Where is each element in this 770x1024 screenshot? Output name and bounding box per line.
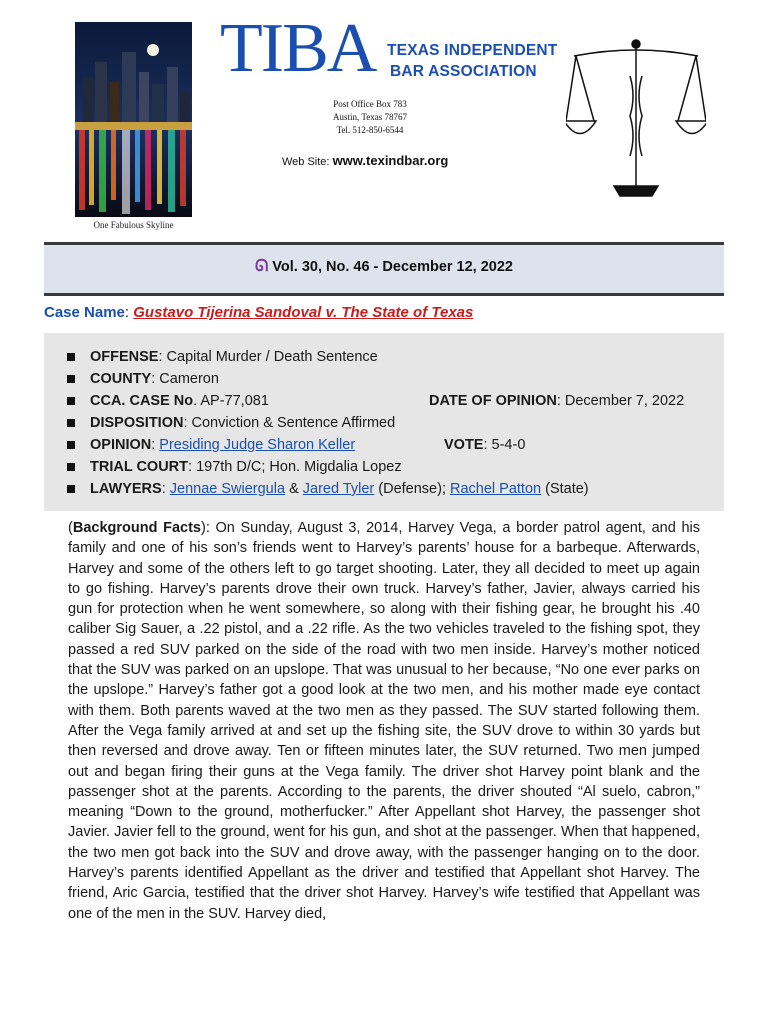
fact-vote xyxy=(444,434,525,456)
case-name-label: Case Name xyxy=(44,304,125,321)
mailing-address xyxy=(300,98,440,137)
fact-label: DATE OF OPINION xyxy=(429,393,557,409)
phone-line: Tel. 512-850-6544 xyxy=(336,125,404,135)
website-label: Web Site: xyxy=(282,156,330,168)
fact-date-of-opinion xyxy=(429,390,684,412)
ornament-icon: ᘏ xyxy=(255,258,269,275)
paren-open: ( xyxy=(68,520,73,536)
fact-county xyxy=(64,368,714,390)
fact-value: : Cameron xyxy=(151,371,219,387)
fact-label: LAWYERS xyxy=(90,481,162,497)
logo-line-1: TEXAS INDEPENDENT xyxy=(387,42,558,59)
fact-label: COUNTY xyxy=(90,371,152,387)
skyline-photo xyxy=(75,22,192,217)
address-line: Post Office Box 783 xyxy=(333,99,407,109)
volume-text: Vol. 30, No. 46 - December 12, 2022 xyxy=(272,259,513,275)
logo-wordmark: TIBA xyxy=(220,10,376,87)
website-url[interactable]: www.texindbar.org xyxy=(332,153,449,168)
background-facts-text: ): On Sunday, August 3, 2014, Harvey Vega, a border patrol agent, and his family and one of his son’s friends went to Harvey’s parents’ house for a barbeque. Afterwards, Harvey and some of the others left to go target shooting. Later, they all decided to meet up again to go fishing. Harvey’s parents drove their own truck. Harvey’s father, Javier, always carried his gun for protection when he went somewhere, so along with their fishing gear, he brought his .40 caliber Sig Sauer, a .22 pistol, and a .22 rifle. As the two vehicles traveled to the fishing spot, they passed a red SUV parked on the side of the road with two men inside. Harvey’s mother noticed that the SUV was parked on an upslope. That was unusual to her because, “No one ever parks on the upslope.” Harvey’s father got a good look at the two men, and his mother made eye contact with them. Both parents waved at the two men as they passed. The SUV started following them. After the Vega family arrived at and set up the fishing site, the SUV drove to within 30 yards but then reversed and drove away. Ten or fifteen minutes later, the SUV returned. Two men jumped out and began firing their guns at the Vega family. The driver shot Harvey point blank and the passenger shot at the parents. According to the parents, the driver shouted “Al suelo, cabron,” meaning “Down to the ground, motherfucker.” After Appellant shot Harvey, the passenger shot Javier. Javier fell to the ground, went for his gun, and shot at the passenger. When that happened, the two men got back into the SUV and drove away, with the passenger hanging on to the door. Harvey’s parents identified Appellant as the driver and testified that Appellant shot Harvey. The friend, Aric Garcia, testified that the driver shot Harvey. Harvey’s wife testified that Appellant was one of the men in the SUV. Harvey died, xyxy=(68,520,700,922)
fact-lawyers xyxy=(64,478,714,500)
fact-opinion xyxy=(64,434,714,456)
volume-issue xyxy=(44,258,724,276)
case-title-link[interactable]: Gustavo Tijerina Sandoval v. The State of Texas xyxy=(133,304,474,321)
fact-label: CCA. CASE No xyxy=(90,393,194,409)
scales-of-justice-icon xyxy=(566,36,706,206)
website-line xyxy=(282,153,448,168)
lawyer-sep: & xyxy=(285,481,303,497)
case-name-sep: : xyxy=(124,304,134,321)
fact-value: : Conviction & Sentence Affirmed xyxy=(183,415,396,431)
lawyer-role: (Defense); xyxy=(374,481,450,497)
fact-sep: : xyxy=(151,437,160,453)
lawyer-link-swiergula[interactable]: Jennae Swiergula xyxy=(169,481,286,497)
fact-label: VOTE xyxy=(444,437,484,453)
fact-case-number xyxy=(64,390,714,412)
fact-value: : December 7, 2022 xyxy=(556,393,685,409)
fact-trial-court xyxy=(64,456,714,478)
fact-disposition xyxy=(64,412,714,434)
case-name xyxy=(44,304,473,321)
case-facts-list xyxy=(64,346,714,500)
fact-sep: : xyxy=(161,481,170,497)
logo-line-2: BAR ASSOCIATION xyxy=(390,63,537,80)
volume-banner xyxy=(44,242,724,296)
fact-label: TRIAL COURT xyxy=(90,459,189,475)
photo-caption: One Fabulous Skyline xyxy=(93,220,174,230)
fact-label: OFFENSE xyxy=(90,349,159,365)
background-facts-label: Background Facts xyxy=(72,520,201,536)
case-facts-box xyxy=(44,333,724,511)
fact-label: DISPOSITION xyxy=(90,415,184,431)
address-line: Austin, Texas 78767 xyxy=(333,112,407,122)
fact-value: : 5-4-0 xyxy=(483,437,526,453)
fact-value: . AP-77,081 xyxy=(193,393,269,409)
lawyer-link-patton[interactable]: Rachel Patton xyxy=(450,481,542,497)
fact-value: : Capital Murder / Death Sentence xyxy=(158,349,378,365)
opinion-judge-link[interactable]: Presiding Judge Sharon Keller xyxy=(159,437,356,453)
fact-offense xyxy=(64,346,714,368)
background-facts-paragraph xyxy=(68,518,700,924)
lawyer-role: (State) xyxy=(541,481,589,497)
fact-value: : 197th D/C; Hon. Migdalia Lopez xyxy=(188,459,402,475)
fact-label: OPINION xyxy=(90,437,152,453)
lawyer-link-tyler[interactable]: Jared Tyler xyxy=(302,481,375,497)
